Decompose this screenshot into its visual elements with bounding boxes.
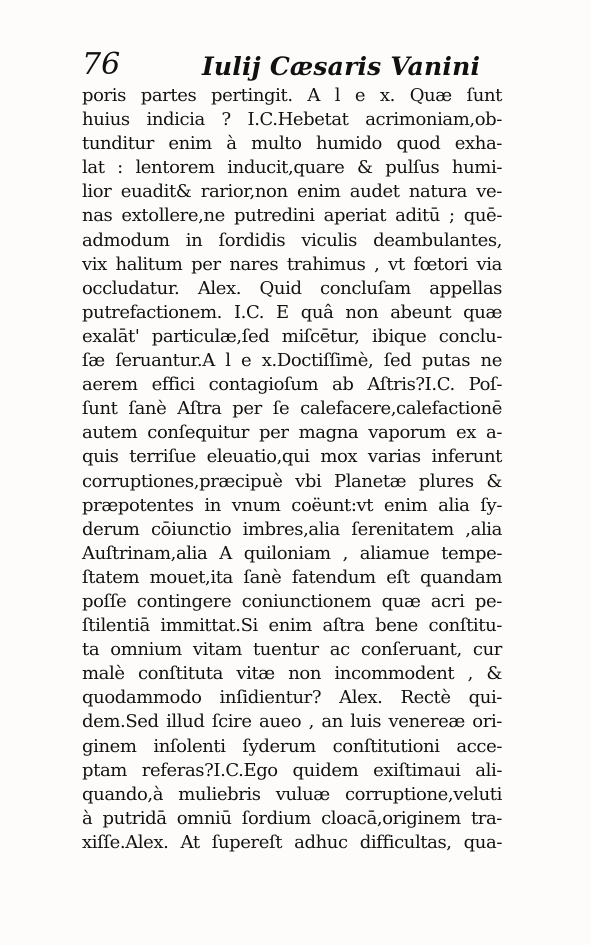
text-line: poris partes pertingit. A l e x. Quæ ſunt xyxy=(82,85,502,106)
text-line: exalāt' particulæ,ſed miſcētur, ibique conclu- xyxy=(82,325,502,347)
text-line: derum cōiunctio imbres,alia ſerenitatem ,alia xyxy=(82,518,502,540)
text-line: quis terriſue eleuatio,qui mox varias inferunt xyxy=(82,446,502,468)
text-line: putrefactionem. I.C. E quâ non abeunt quæ xyxy=(82,301,502,323)
text-line: quando,à muliebris vuluæ corruptione,veluti xyxy=(82,783,502,805)
text-line: quodammodo inſidientur? Alex. Rectè qui- xyxy=(82,687,502,709)
running-head: Iulij Cæsaris Vanini xyxy=(202,52,481,81)
text-line: occludatur. Alex. Quid concluſam appellas xyxy=(82,277,502,299)
text-line: ſæ ſeruantur.A l e x.Doctiſſimè, ſed putas ne xyxy=(82,350,502,372)
text-line: à putridā omniū ſordium cloacā,originem tra- xyxy=(82,807,502,829)
text-line: dem.Sed illud ſcire aueo , an luis venereæ ori- xyxy=(82,711,502,733)
text-line: ſunt ſanè Aſtra per ſe calefacere,calefactionē xyxy=(82,398,502,420)
text-line: ſtatem mouet,ita ſanè fatendum eſt quandam xyxy=(82,566,502,588)
text-line: Auſtrinam,alia A quiloniam , aliamue tempe- xyxy=(82,542,502,564)
page-number: 76 xyxy=(82,47,121,82)
text-line: ta omnium vitam tuentur ac conſeruant, cur xyxy=(82,639,502,661)
text-line: xiſſe.Alex. At ſupereſt adhuc difficultas, qua- xyxy=(82,831,502,853)
page-header xyxy=(82,48,502,88)
text-line: tunditur enim à multo humido quod exha- xyxy=(82,133,502,155)
text-line: huius indicia ? I.C.Hebetat acrimoniam,ob- xyxy=(82,109,502,131)
text-line: ginem inſolenti ſyderum conſtitutioni acce- xyxy=(82,735,502,757)
text-line: admodum in ſordidis viculis deambulantes, xyxy=(82,229,502,251)
text-line: lat : lentorem inducit,quare & pulſus humi- xyxy=(82,157,502,179)
text-line: malè conſtituta vitæ non incommodent , & xyxy=(82,663,502,685)
text-line: aerem effici contagioſum ab Aſtris?I.C. Poſ- xyxy=(82,374,502,396)
body-text xyxy=(82,84,502,855)
text-line: ſtilentiā immittat.Si enim aſtra bene conſtitu- xyxy=(82,615,502,637)
text-line: nas extollere,ne putredini aperiat aditū ; quē- xyxy=(82,205,502,227)
text-line: poſſe contingere coniunctionem quæ acri pe- xyxy=(82,590,502,612)
text-line: vix halitum per nares trahimus , vt fœtori via xyxy=(82,253,502,275)
text-line: lior euadit& rarior,non enim audet natura ve- xyxy=(82,181,502,203)
text-line: autem conſequitur per magna vaporum ex a- xyxy=(82,422,502,444)
text-line: corruptiones,præcipuè vbi Planetæ plures & xyxy=(82,470,502,492)
text-line: præpotentes in vnum coëunt:vt enim alia ſy- xyxy=(82,494,502,516)
text-line: ptam referas?I.C.Ego quidem exiſtimaui ali- xyxy=(82,759,502,781)
